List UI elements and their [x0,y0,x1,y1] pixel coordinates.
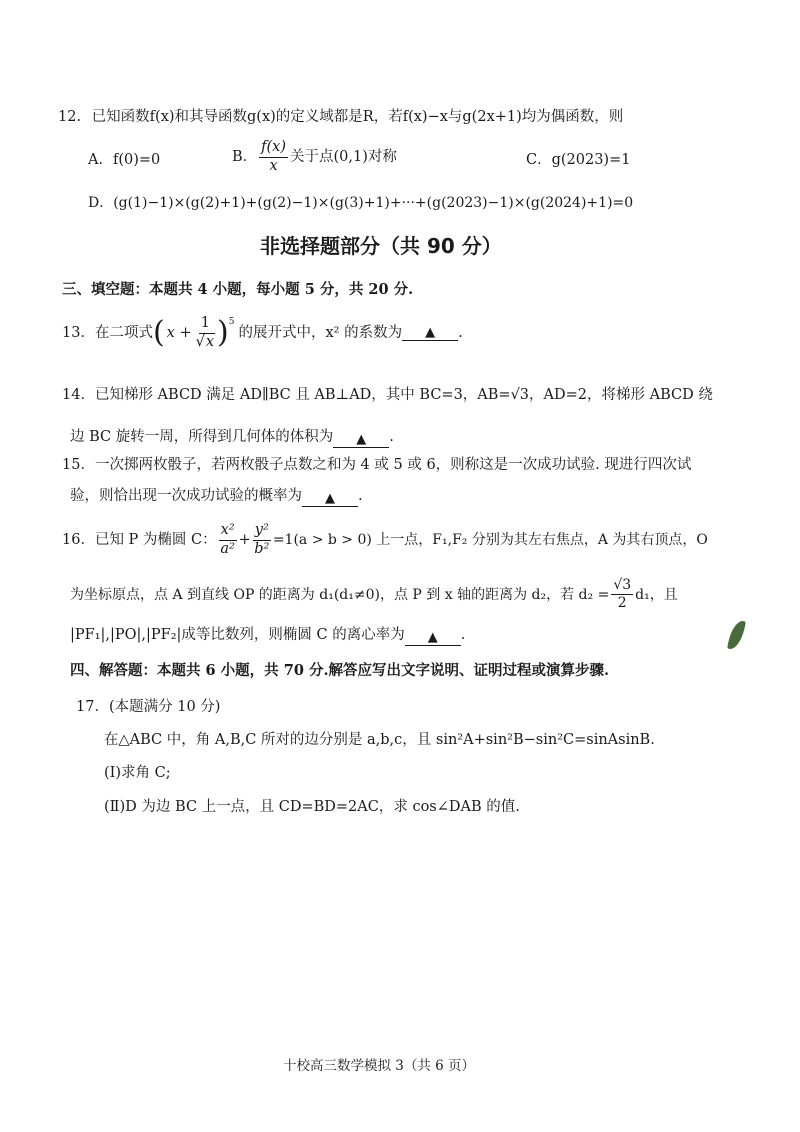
q12-option-b: B． $\frac{f(x)}{x}$ 关于点(0,1)对称 [232,139,397,174]
q12-option-c: C．g(2023)=1 [526,152,631,168]
q14-line1: 14．已知梯形 ABCD 满足 AD∥BC 且 AB⊥AD，其中 BC=3，AB=√3，AD=2，将梯形 ABCD 绕 [62,387,713,403]
q12-option-b-fraction: $\frac{f(x)}{x}$ [261,139,287,174]
q13: 13．在二项式 ( x + $\frac{1}{√x}$ ) 5 的展开式中，x² 的系数为 ▲ . [62,315,463,351]
q17-part1: (Ⅰ)求角 C; [104,765,171,781]
section-title: 非选择题部分（共 90 分） [260,234,502,258]
q16-fraction-d: $\frac{√3}{2}$ [613,577,632,612]
q12-option-a: A．f(0)=0 [88,152,161,168]
q15-line1: 15．一次掷两枚骰子，若两枚骰子点数之和为 4 或 5 或 6，则称这是一次成功试验. 现进行四次试 [62,457,692,473]
answer-blank-13[interactable]: ▲ [402,326,458,341]
q15-line2: 验，则恰出现一次成功试验的概率为 ▲ . [70,488,363,506]
answer-blank-15[interactable]: ▲ [302,492,358,507]
q17-part2: (Ⅱ)D 为边 BC 上一点，且 CD=BD=2AC，求 cos∠DAB 的值. [104,799,520,815]
q13-fraction: $\frac{1}{√x}$ [195,315,215,350]
q16-line2: 为坐标原点，点 A 到直线 OP 的距离为 d₁(d₁≠0)，点 P 到 x 轴的距离为 d₂，若 d₂ = $\frac{√3}{2}$ d₁，且 [70,577,678,612]
q16-fraction-y: $\frac{\text{y²}}{\text{b²}}$ [254,522,270,557]
q16-fraction-x: $\frac{\text{x²}}{\text{a²}}$ [220,522,235,557]
part3-heading: 三、填空题：本题共 4 小题，每小题 5 分，共 20 分. [62,281,414,298]
q14-line2: 边 BC 旋转一周，所得到几何体的体积为 ▲ . [70,429,394,447]
q12-stem: 12. 已知函数f(x)和其导函数g(x)的定义域都是R，若f(x)−x与g(2x+1)均为偶函数，则 [58,109,624,125]
answer-blank-14[interactable]: ▲ [333,433,389,448]
q16-line1: 16．已知 P 为椭圆 C： $\frac{\text{x²}}{\text{a²}}$ + $\frac{\text{y²}}{\text{b²}}$ =1(a > b > 0) 上一点，F₁,F₂ 分别为其左右焦点，A 为其右顶点，O [62,522,708,557]
leaf-mark [727,619,746,651]
q17-stem: 在△ABC 中，角 A,B,C 所对的边分别是 a,b,c，且 sin²A+sin²B−sin²C=sinAsinB. [104,732,655,748]
q17-head: 17．(本题满分 10 分) [76,699,221,715]
page-footer: 十校高三数学模拟 3（共 6 页） [283,1058,476,1074]
part4-heading: 四、解答题：本题共 6 小题，共 70 分.解答应写出文字说明、证明过程或演算步骤. [70,662,610,679]
answer-blank-16[interactable]: ▲ [405,631,461,646]
q12-option-d: D．(g(1)−1)×(g(2)+1)+(g(2)−1)×(g(3)+1)+···+(g(2023)−1)×(g(2024)+1)=0 [88,195,634,211]
q16-line3: |PF₁|,|PO|,|PF₂|成等比数列，则椭圆 C 的离心率为 ▲ . [70,627,466,645]
